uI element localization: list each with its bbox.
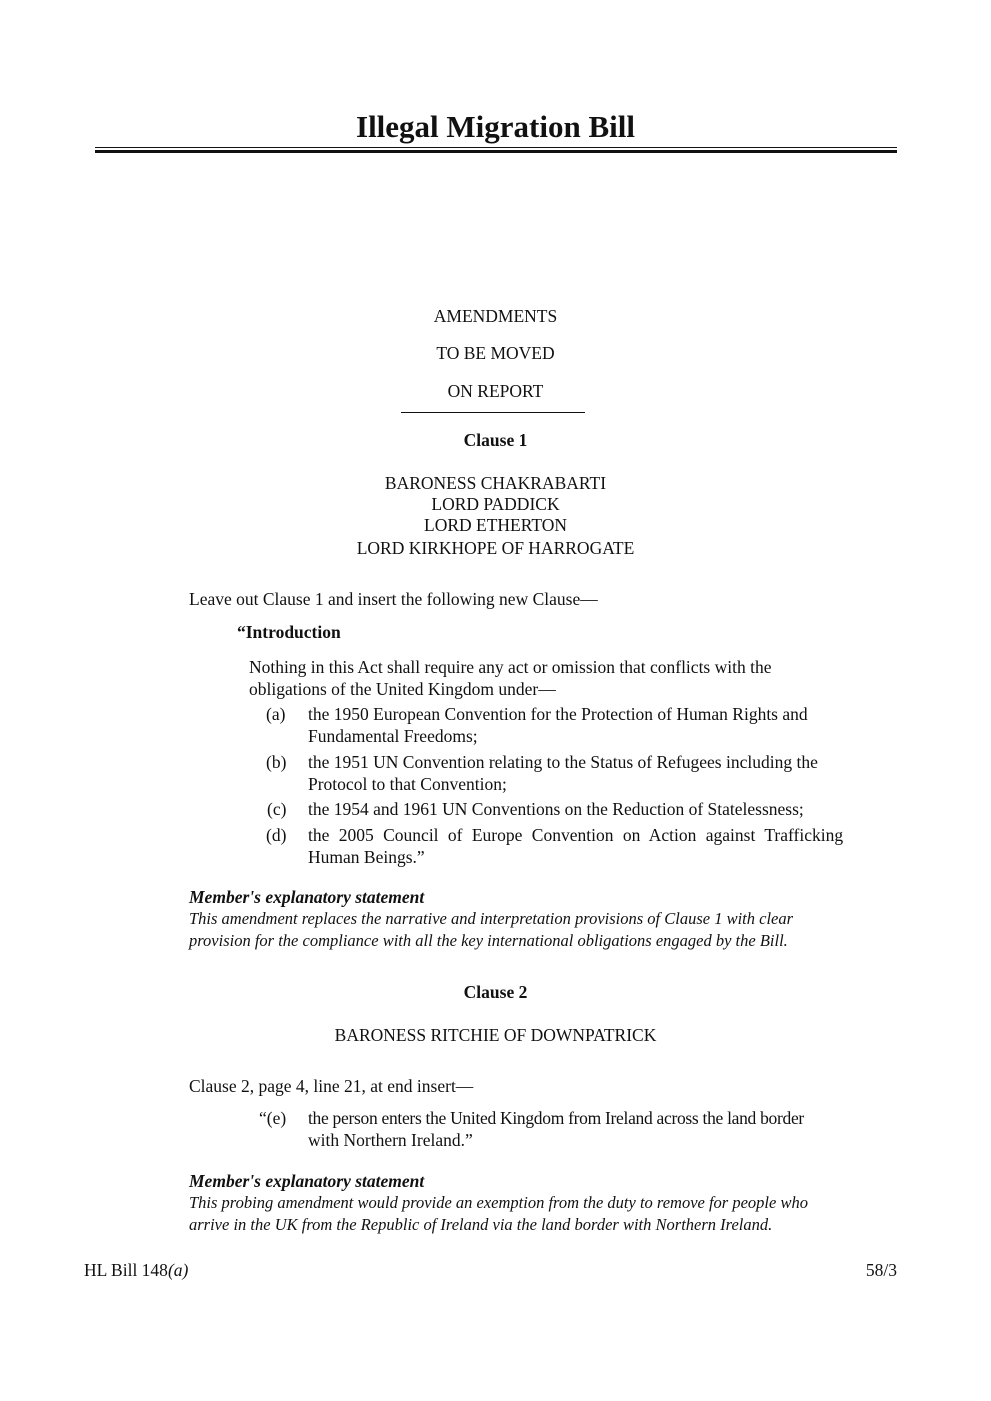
bill-number: HL Bill 148 [84, 1260, 168, 1280]
new-clause-title: “Introduction [237, 622, 341, 642]
title-rule-thin [95, 147, 897, 148]
member-name: LORD PADDICK [431, 494, 560, 514]
bill-reference [84, 1259, 188, 1281]
item-line: Protocol to that Convention; [308, 774, 507, 794]
item-line: the 1951 UN Convention relating to the Status of Refugees including the [308, 752, 818, 772]
amendment-instruction: Leave out Clause 1 and insert the following new Clause— [189, 589, 598, 609]
explanatory-statement-line: arrive in the UK from the Republic of Ireland via the land border with Northern Ireland. [189, 1215, 773, 1234]
member-name: BARONESS RITCHIE OF DOWNPATRICK [334, 1025, 657, 1045]
item-label: (a) [266, 704, 286, 724]
explanatory-statement-heading: Member's explanatory statement [189, 887, 425, 907]
item-line: the 1954 and 1961 UN Conventions on the Reduction of Statelessness; [308, 799, 804, 819]
item-line: Human Beings.” [308, 847, 425, 867]
clause-heading: Clause 2 [463, 982, 528, 1002]
item-label: (d) [266, 825, 287, 845]
clause-body-line: Nothing in this Act shall require any act or omission that conflicts with the [249, 657, 772, 677]
amendment-instruction: Clause 2, page 4, line 21, at end insert— [189, 1076, 474, 1096]
explanatory-statement-line: This probing amendment would provide an exemption from the duty to remove for people who [189, 1193, 808, 1212]
item-line: Fundamental Freedoms; [308, 726, 478, 746]
item-label: “(e) [259, 1108, 287, 1128]
page-reference: 58/3 [865, 1260, 897, 1280]
member-name: LORD KIRKHOPE OF HARROGATE [356, 538, 635, 558]
item-line: the 1950 European Convention for the Protection of Human Rights and [308, 704, 808, 724]
member-name: BARONESS CHAKRABARTI [384, 473, 607, 493]
clause-heading: Clause 1 [463, 430, 528, 450]
title-rule-thick [95, 150, 897, 153]
document-title: Illegal Migration Bill [356, 109, 635, 144]
clause-body-line: obligations of the United Kingdom under— [249, 679, 556, 699]
heading-rule [401, 412, 585, 413]
heading-amendments: AMENDMENTS [433, 306, 558, 326]
item-label: (b) [266, 752, 287, 772]
explanatory-statement-line: This amendment replaces the narrative and interpretation provisions of Clause 1 with clear [189, 909, 794, 928]
item-line: the 2005 Council of Europe Convention on Action against Trafficking [308, 825, 844, 845]
bill-suffix: (a) [167, 1260, 189, 1280]
member-name: LORD ETHERTON [424, 515, 567, 535]
item-line: with Northern Ireland.” [308, 1130, 473, 1150]
heading-on-report: ON REPORT [447, 381, 544, 401]
explanatory-statement-heading: Member's explanatory statement [189, 1171, 425, 1191]
item-label: (c) [267, 799, 287, 819]
heading-to-be-moved: TO BE MOVED [436, 343, 555, 363]
explanatory-statement-line: provision for the compliance with all the key international obligations engaged by the Bill. [189, 931, 788, 950]
item-line: the person enters the United Kingdom from Ireland across the land border [308, 1108, 804, 1128]
